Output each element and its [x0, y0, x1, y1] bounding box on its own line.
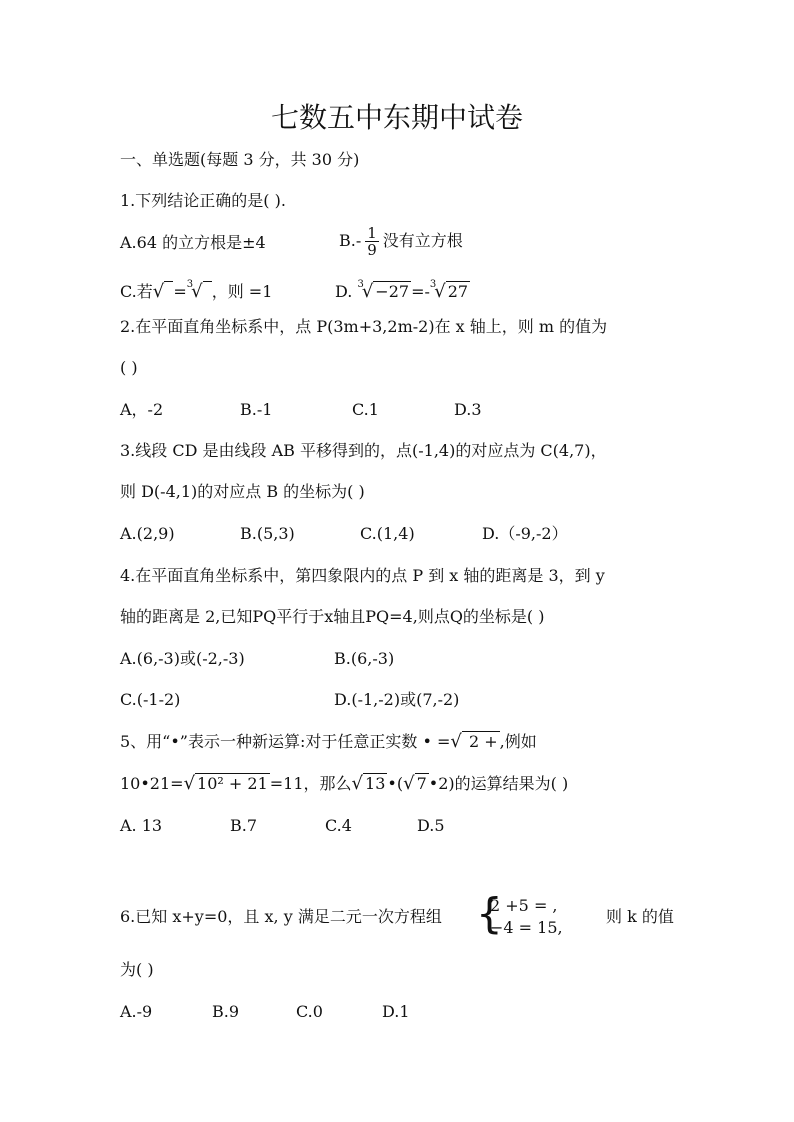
- section-heading: 一、单选题(每题 3 分，共 30 分): [120, 150, 360, 169]
- q1-c-cbrt: $^3$√: [187, 275, 212, 302]
- q3-stem-line2: 则 D(-4,1)的对应点 B 的坐标为( ): [120, 482, 365, 501]
- q1-d-radicand-2: 27: [447, 282, 469, 301]
- q5-l2-text-c: •(: [387, 774, 404, 793]
- q5-l2-sqrt-2: √ 13: [351, 773, 386, 794]
- q5-l1-text-b: ,例如: [499, 732, 537, 751]
- q5-option-d: D.5: [417, 816, 445, 835]
- q1-c-prefix: C.若: [120, 282, 153, 301]
- q1-c-eq: =: [173, 282, 187, 301]
- q5-option-c: C.4: [325, 816, 352, 835]
- q6-stem-line1-text-b: 则 k 的值: [606, 907, 674, 926]
- q1-d-prefix: D.: [335, 282, 353, 301]
- q5-option-a: A. 13: [120, 816, 163, 835]
- q6-equation-1: 2 +5 = ,: [490, 896, 558, 915]
- q2-stem-line2: ( ): [120, 358, 138, 377]
- q5-l2-text-b: =11，那么: [269, 774, 352, 793]
- q6-option-a: A.-9: [120, 1002, 153, 1021]
- q5-l2-text-a: 10•21=: [120, 774, 184, 793]
- q1-stem: 1.下列结论正确的是( ).: [120, 191, 286, 210]
- q1-d-mid: =-: [411, 282, 430, 301]
- q5-l2-sqrt-1: √ 10² + 21: [183, 773, 268, 794]
- exam-title: 七数五中东期中试卷: [270, 101, 523, 134]
- q6-stem-line1-text-a: 6.已知 x+y=0，且 x, y 满足二元一次方程组: [120, 907, 442, 926]
- q1-d-index-1: 3: [357, 279, 364, 290]
- q4-option-b: B.(6,-3): [334, 649, 395, 668]
- q6-stem-line2: 为( ): [120, 960, 154, 979]
- q5-option-b: B.7: [230, 816, 258, 835]
- q6-system-brace: {: [476, 889, 503, 938]
- q1-b-fraction: [365, 225, 379, 258]
- q4-stem-line1: 4.在平面直角坐标系中，第四象限内的点 P 到 x 轴的距离是 3，到 y: [120, 566, 605, 585]
- q5-l1-text-a: 5、用“•”表示一种新运算:对于任意正实数 • =: [120, 732, 451, 751]
- q2-stem-line1: 2.在平面直角坐标系中，点 P(3m+3,2m-2)在 x 轴上，则 m 的值为: [120, 317, 608, 336]
- q3-option-c: C.(1,4): [360, 524, 415, 543]
- q2-option-b: B.-1: [240, 400, 273, 419]
- q3-option-b: B.(5,3): [240, 524, 295, 543]
- q2-option-d: D.3: [454, 400, 482, 419]
- q6-option-d: D.1: [382, 1002, 410, 1021]
- q5-l2-text-d: •2)的运算结果为( ): [428, 774, 569, 793]
- q2-option-a: A，-2: [120, 400, 164, 419]
- q1-c-suffix: ，则 =1: [211, 282, 273, 301]
- q1-b-numerator: 1: [367, 224, 377, 242]
- q1-option-a: A.64 的立方根是±4: [120, 233, 266, 252]
- q1-option-d: [335, 275, 470, 302]
- q5-l1-sqrt: √ 2 +: [450, 731, 498, 752]
- q6-option-c: C.0: [296, 1002, 323, 1021]
- q1-c-sqrt: √ ​: [152, 281, 172, 302]
- q1-d-index-2: 3: [429, 279, 437, 290]
- q1-b-prefix: B.-: [339, 231, 362, 250]
- q4-option-d: D.(-1,-2)或(7,-2): [334, 690, 460, 709]
- q5-l2-sqrt-3: √ 7: [403, 773, 427, 794]
- q5-stem-line1: [120, 732, 537, 752]
- q5-l2-radicand-3: 7: [416, 774, 427, 793]
- q5-l1-radicand: 2 +: [463, 732, 498, 751]
- q4-option-a: A.(6,-3)或(-2,-3): [120, 649, 245, 668]
- q3-option-d: D.（-9,-2）: [482, 524, 568, 543]
- q2-option-c: C.1: [352, 400, 379, 419]
- q1-d-radicand-1: −27: [375, 282, 410, 301]
- q3-stem-line1: 3.线段 CD 是由线段 AB 平移得到的，点(-1,4)的对应点为 C(4,7)，: [120, 441, 607, 460]
- q1-b-denominator: 9: [367, 241, 377, 259]
- q4-option-c: C.(-1-2): [120, 690, 181, 709]
- q5-l2-radicand-2: 13: [365, 774, 386, 793]
- q4-stem-line2: 轴的距离是 2,已知PQ平行于x轴且PQ=4,则点Q的坐标是( ): [120, 607, 545, 626]
- q1-b-suffix: 没有立方根: [382, 231, 463, 250]
- q1-option-b: [339, 225, 463, 258]
- q5-stem-line2: [120, 774, 568, 794]
- q1-option-c: [120, 275, 272, 302]
- q6-option-b: B.9: [212, 1002, 240, 1021]
- q5-l2-radicand-1: 10² + 21: [197, 774, 268, 793]
- q1-d-radical-1: $^3$√ −27: [357, 279, 410, 302]
- q3-option-a: A.(2,9): [120, 524, 175, 543]
- q6-equation-2: −4 = 15,: [490, 918, 563, 937]
- q1-d-radical-2: $^3$√ 27: [429, 279, 469, 302]
